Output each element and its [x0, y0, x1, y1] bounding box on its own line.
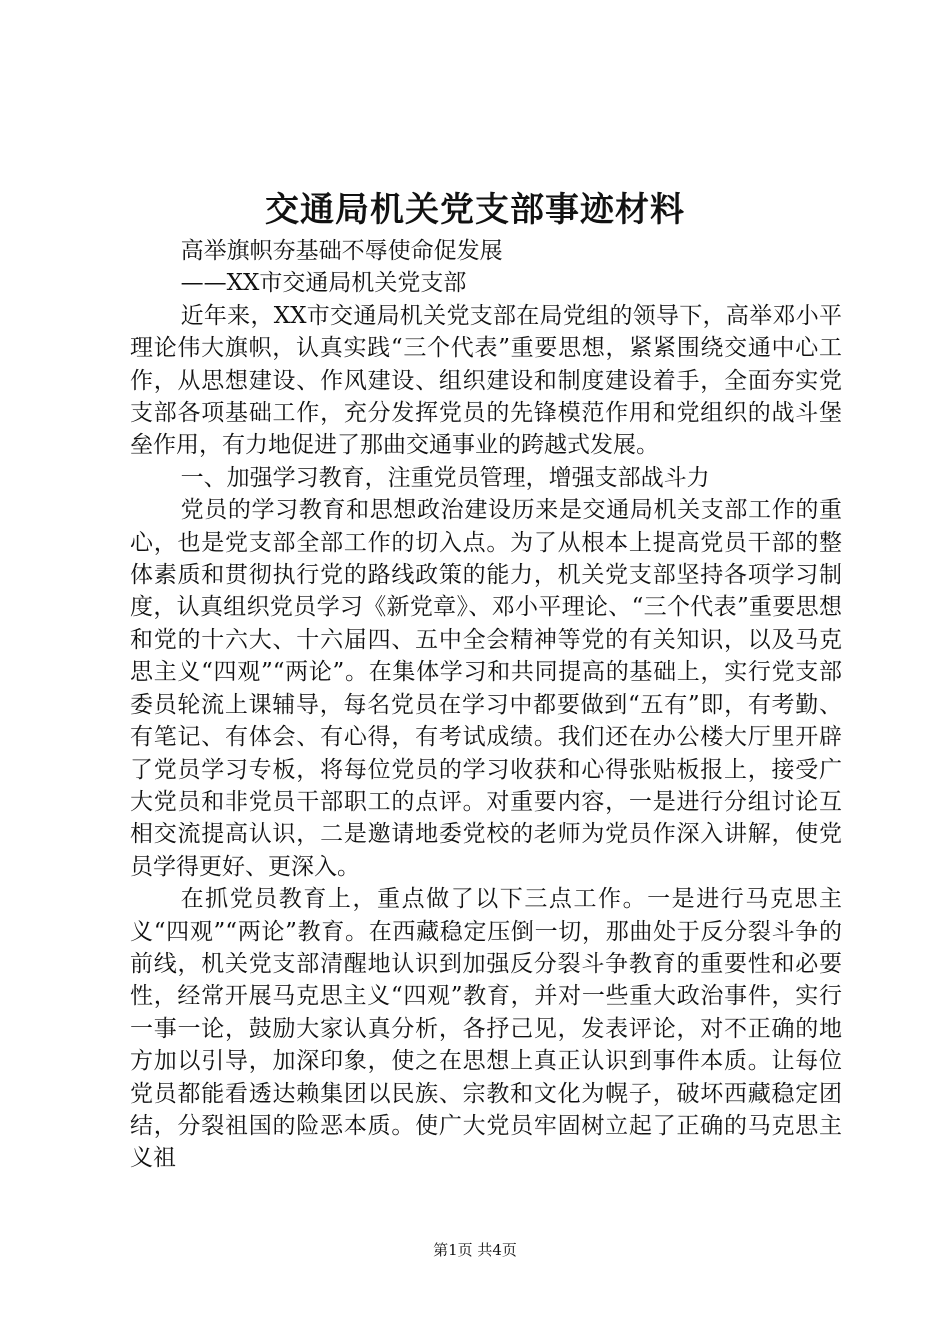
section-heading: 一、加强学习教育，注重党员管理，增强支部战斗力	[180, 464, 710, 491]
document-body	[130, 235, 842, 1175]
body-paragraph: 在抓党员教育上，重点做了以下三点工作。一是进行马克思主义“四观”“两论”教育。在西藏稳定压倒一切，那曲处于反分裂斗争的前线，机关党支部清醒地认识到加强反分裂斗争教育的重要性和必要性，经常开展马克思主义“四观”教育，并对一些重大政治事件，实行一事一论，鼓励大家认真分析，各抒己见，发表评论，对不正确的地方加以引导，加深印象，使之在思想上真正认识到事件本质。让每位党员都能看透达赖集团以民族、宗教和文化为幌子，破坏西藏稳定团结，分裂祖国的险恶本质。使广大党员牢固树立起了正确的马克思主义祖	[130, 886, 842, 1172]
body-paragraph: 党员的学习教育和思想政治建设历来是交通局机关支部工作的重心，也是党支部全部工作的切入点。为了从根本上提高党员干部的整体素质和贯彻执行党的路线政策的能力，机关党支部坚持各项学习制度，认真组织党员学习《新党章》、邓小平理论、“三个代表”重要思想和党的十六大、十六届四、五中全会精神等党的有关知识，以及马克思主义“四观”“两论”。在集体学习和共同提高的基础上，实行党支部委员轮流上课辅导，每名党员在学习中都要做到“五有”即，有考勤、有笔记、有体会、有心得，有考试成绩。我们还在办公楼大厅里开辟了党员学习专板，将每位党员的学习收获和心得张贴板报上，接受广大党员和非党员干部职工的点评。对重要内容，一是进行分组讨论互相交流提高认识，二是邀请地委党校的老师为党员作深入讲解，使党员学得更好、更深入。	[130, 497, 842, 880]
subtitle-paragraph: 高举旗帜夯基础不辱使命促发展	[180, 238, 503, 264]
author-line: ——XX市交通局机关党支部	[180, 270, 467, 297]
page-footer: 第1页 共4页	[433, 1241, 517, 1259]
body-paragraph: 近年来，XX市交通局机关党支部在局党组的领导下，高举邓小平理论伟大旗帜，认真实践“三个代表”重要思想，紧紧围绕交通中心工作，从思想建设、作风建设、组织建设和制度建设着手，全面夯实党支部各项基础工作，充分发挥党员的先锋模范作用和党组织的战斗堡垒作用，有力地促进了那曲交通事业的跨越式发展。	[130, 302, 842, 459]
document-title: 交通局机关党支部事迹材料	[265, 190, 685, 230]
